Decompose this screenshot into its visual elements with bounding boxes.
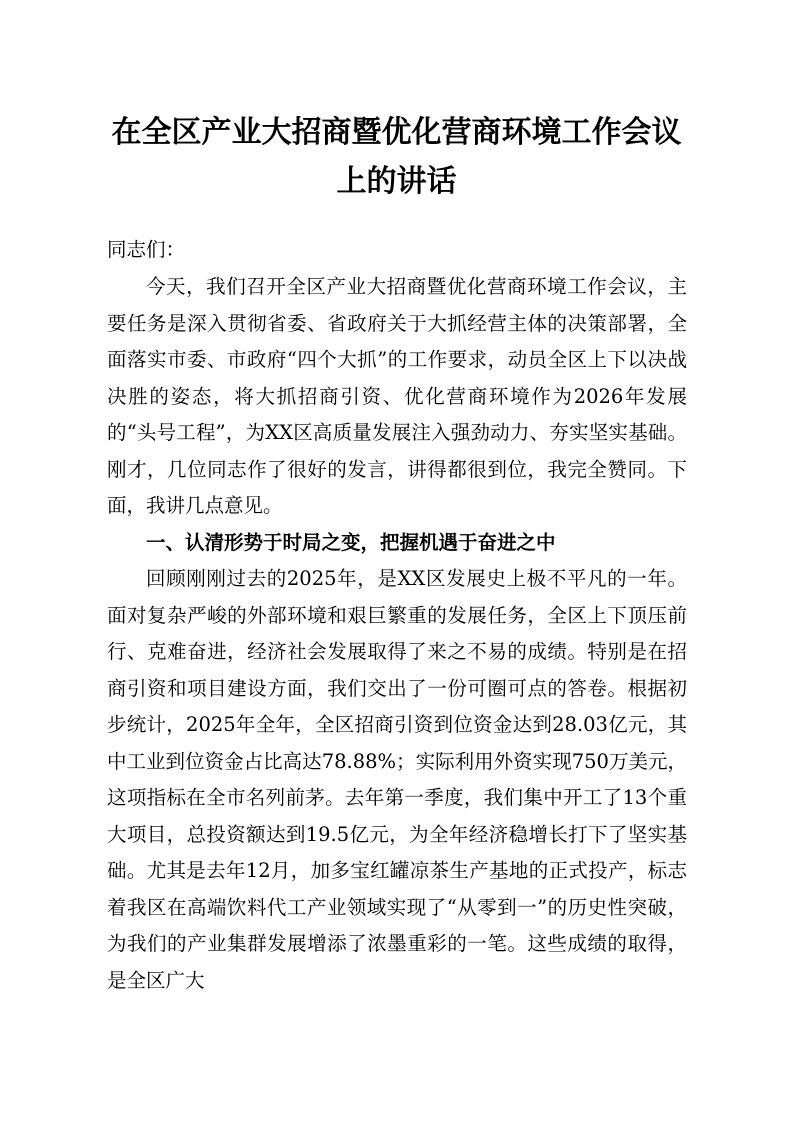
section-1-paragraph: 回顾刚刚过去的2025年，是XX区发展史上极不平凡的一年。面对复杂严峻的外部环境和艰巨繁重的发展任务，全区上下顶压前行、克难奋进，经济社会发展取得了来之不易的成绩。特别是在招商引资和项目建设方面，我们交出了一份可圈可点的答卷。根据初步统计，2025年全年，全区招商引资到位资金达到28.03亿元，其中工业到位资金占比高达78.88%；实际利用外资实现750万美元，这项指标在全市名列前茅。去年第一季度，我们集中开工了13个重大项目，总投资额达到19.5亿元，为全年经济稳增长打下了坚实基础。尤其是去年12月，加多宝红罐凉茶生产基地的正式投产，标志着我区在高端饮料代工产业领域实现了“从零到一”的历史性突破，为我们的产业集群发展增添了浓墨重彩的一笔。这些成绩的取得，是全区广大 (107, 567, 687, 992)
section-heading-1: 一、认清形势于时局之变，把握机遇于奋进之中 (146, 531, 556, 554)
salutation: 同志们： (107, 238, 186, 261)
opening-paragraph: 今天，我们召开全区产业大招商暨优化营商环境工作会议，主要任务是深入贯彻省委、省政府关于大抓经营主体的决策部署，全面落实市委、市政府“四个大抓”的工作要求，动员全区上下以决战决胜的姿态，将大抓招商引资、优化营商环境作为2026年发展的“头号工程”，为XX区高质量发展注入强劲动力、夯实坚实基础。刚才，几位同志作了很好的发言，讲得都很到位，我完全赞同。下面，我讲几点意见。 (107, 275, 687, 517)
document-title: 在全区产业大招商暨优化营商环境工作会议上的讲话 (111, 115, 682, 199)
